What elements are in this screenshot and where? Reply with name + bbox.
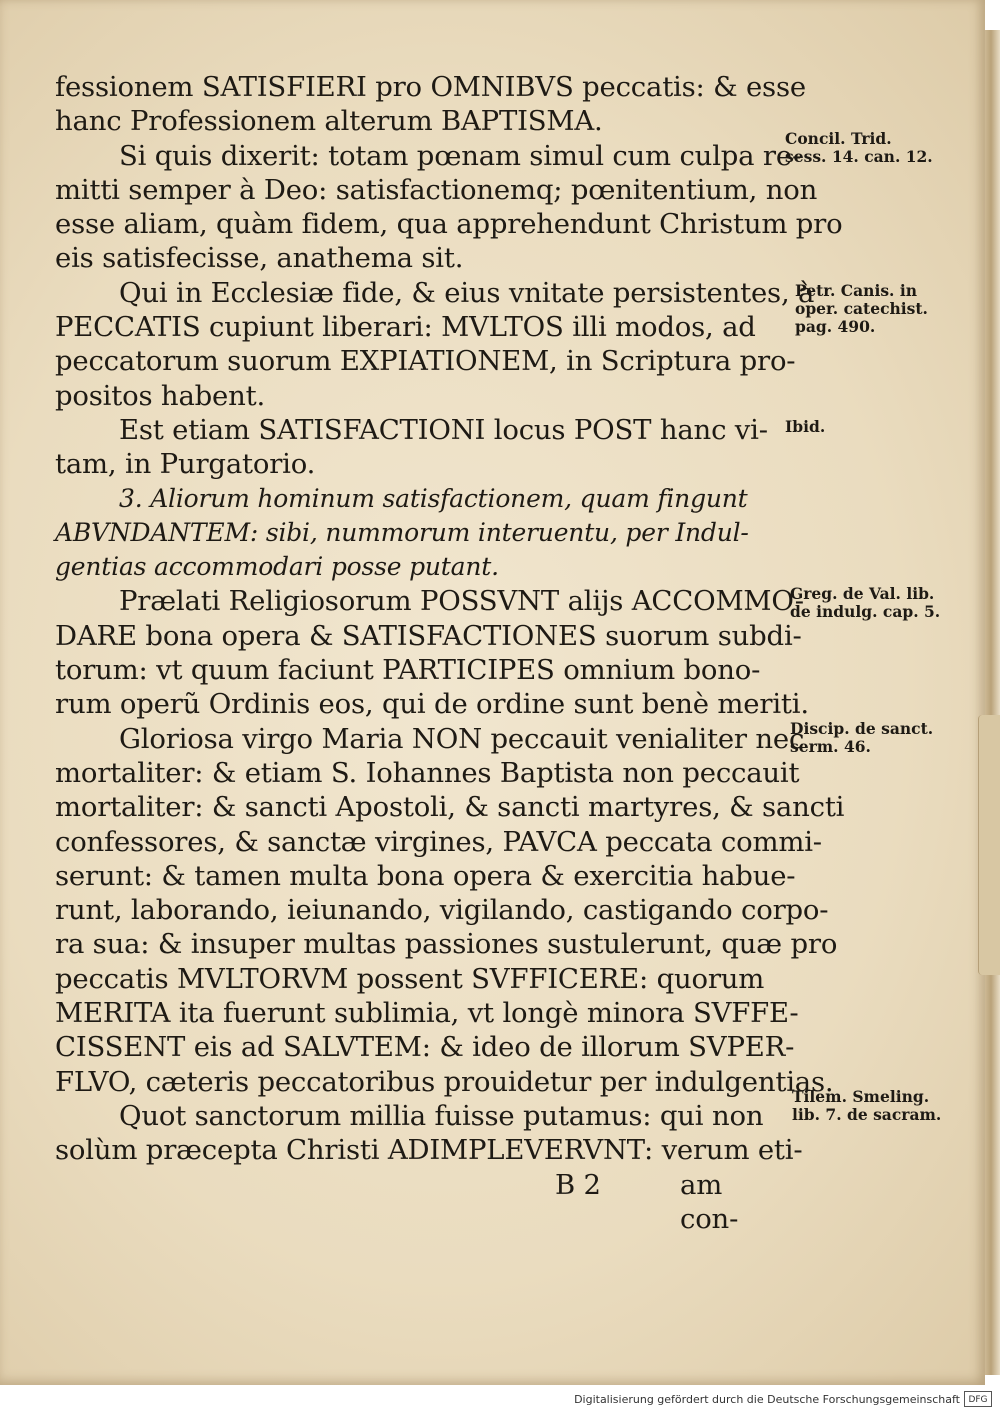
marginal-line: Discip. de sanct.: [790, 719, 934, 738]
marginal-note: [785, 130, 955, 166]
marginal-line: Petr. Canis. in: [795, 281, 918, 300]
text-line: confessores, & sanctæ virgines, PAVCA peccata commi-: [55, 825, 822, 858]
marginal-line: oper. catechist.: [795, 299, 928, 318]
marginal-line: serm. 46.: [790, 737, 871, 756]
marginal-line: Ibid.: [785, 417, 826, 436]
marginal-line: pag. 490.: [795, 317, 876, 336]
marginal-line: lib. 7. de sacram.: [792, 1105, 942, 1124]
marginal-note: [792, 1088, 962, 1124]
text-line: Prælati Religiosorum POSSVNT alijs ACCOMMO-: [119, 585, 804, 618]
marginal-note: [790, 720, 960, 756]
text-line: MERITA ita fuerunt sublimia, vt longè minora SVFFE-: [55, 997, 799, 1030]
text-line: Est etiam SATISFACTIONI locus POST hanc vi-: [119, 413, 768, 446]
text-line: DARE bona opera & SATISFACTIONES suorum subdi-: [55, 619, 802, 652]
dfg-logo: DFG: [964, 1391, 992, 1407]
text-line: mortaliter: & etiam S. Iohannes Baptista non peccauit: [55, 756, 800, 789]
catchword: am con-: [680, 1168, 739, 1235]
text-line: gentias accommodari posse putant.: [55, 552, 499, 582]
text-line: runt, laborando, ieiunando, vigilando, castigando corpo-: [55, 894, 829, 927]
funding-credit: Digitalisierung gefördert durch die Deutsche Forschungsgemeinschaft: [574, 1393, 960, 1406]
footer-bar: [0, 1385, 1000, 1415]
marginal-note: [790, 585, 960, 621]
marginal-line: de indulg. cap. 5.: [790, 602, 941, 621]
marginal-note: [785, 418, 955, 436]
text-line: Gloriosa virgo Maria NON peccauit venialiter nec: [119, 722, 805, 755]
text-line: 3. Aliorum hominum satisfactionem, quam fingunt: [119, 483, 748, 513]
text-line: tam, in Purgatorio.: [55, 448, 316, 481]
text-line: rum operũ Ordinis eos, qui de ordine sunt benè meriti.: [55, 688, 809, 721]
text-line: eis satisfecisse, anathema sit.: [55, 242, 464, 275]
text-line: mitti semper à Deo: satisfactionemq; pœnitentium, non: [55, 173, 818, 206]
text-line: positos habent.: [55, 379, 266, 412]
text-line: ra sua: & insuper multas passiones sustulerunt, quæ pro: [55, 928, 838, 961]
text-line: hanc Professionem alterum BAPTISMA.: [55, 105, 603, 138]
marginal-note: [795, 282, 965, 336]
text-line: torum: vt quum faciunt PARTICIPES omnium bono-: [55, 654, 761, 687]
text-line: Si quis dixerit: totam pœnam simul cum culpa re-: [119, 139, 802, 172]
text-line: solùm præcepta Christi ADIMPLEVERVNT: verum eti-: [55, 1134, 803, 1167]
catch-line: [55, 1168, 785, 1235]
page-edge: [985, 30, 1000, 1375]
text-line: esse aliam, quàm fidem, qua apprehendunt Christum pro: [55, 208, 843, 241]
marginal-line: Concil. Trid.: [785, 129, 892, 148]
text-line: serunt: & tamen multa bona opera & exercitia habue-: [55, 859, 796, 892]
text-line: ABVNDANTEM: sibi, nummorum interuentu, per Indul-: [55, 517, 749, 547]
text-line: Quot sanctorum millia fuisse putamus: qui non: [119, 1099, 764, 1132]
text-line: CISSENT eis ad SALVTEM: & ideo de illorum SVPER-: [55, 1031, 795, 1064]
text-line: mortaliter: & sancti Apostoli, & sancti martyres, & sancti: [55, 791, 845, 824]
marginal-line: sess. 14. can. 12.: [785, 147, 933, 166]
text-line: Qui in Ecclesiæ fide, & eius vnitate persistentes, à: [119, 276, 815, 309]
page-tab: [978, 715, 1000, 975]
text-line: peccatorum suorum EXPIATIONEM, in Scriptura pro-: [55, 345, 796, 378]
marginal-line: Greg. de Val. lib.: [790, 584, 935, 603]
text-line: FLVO, cæteris peccatoribus prouidetur per indulgentias.: [55, 1065, 834, 1098]
text-line: PECCATIS cupiunt liberari: MVLTOS illi modos, ad: [55, 311, 756, 344]
signature-mark: B 2: [555, 1168, 601, 1201]
text-line: fessionem SATISFIERI pro OMNIBVS peccatis: & esse: [55, 71, 806, 103]
marginal-line: Tilem. Smeling.: [792, 1087, 930, 1106]
text-line: peccatis MVLTORVM possent SVFFICERE: quorum: [55, 962, 765, 995]
